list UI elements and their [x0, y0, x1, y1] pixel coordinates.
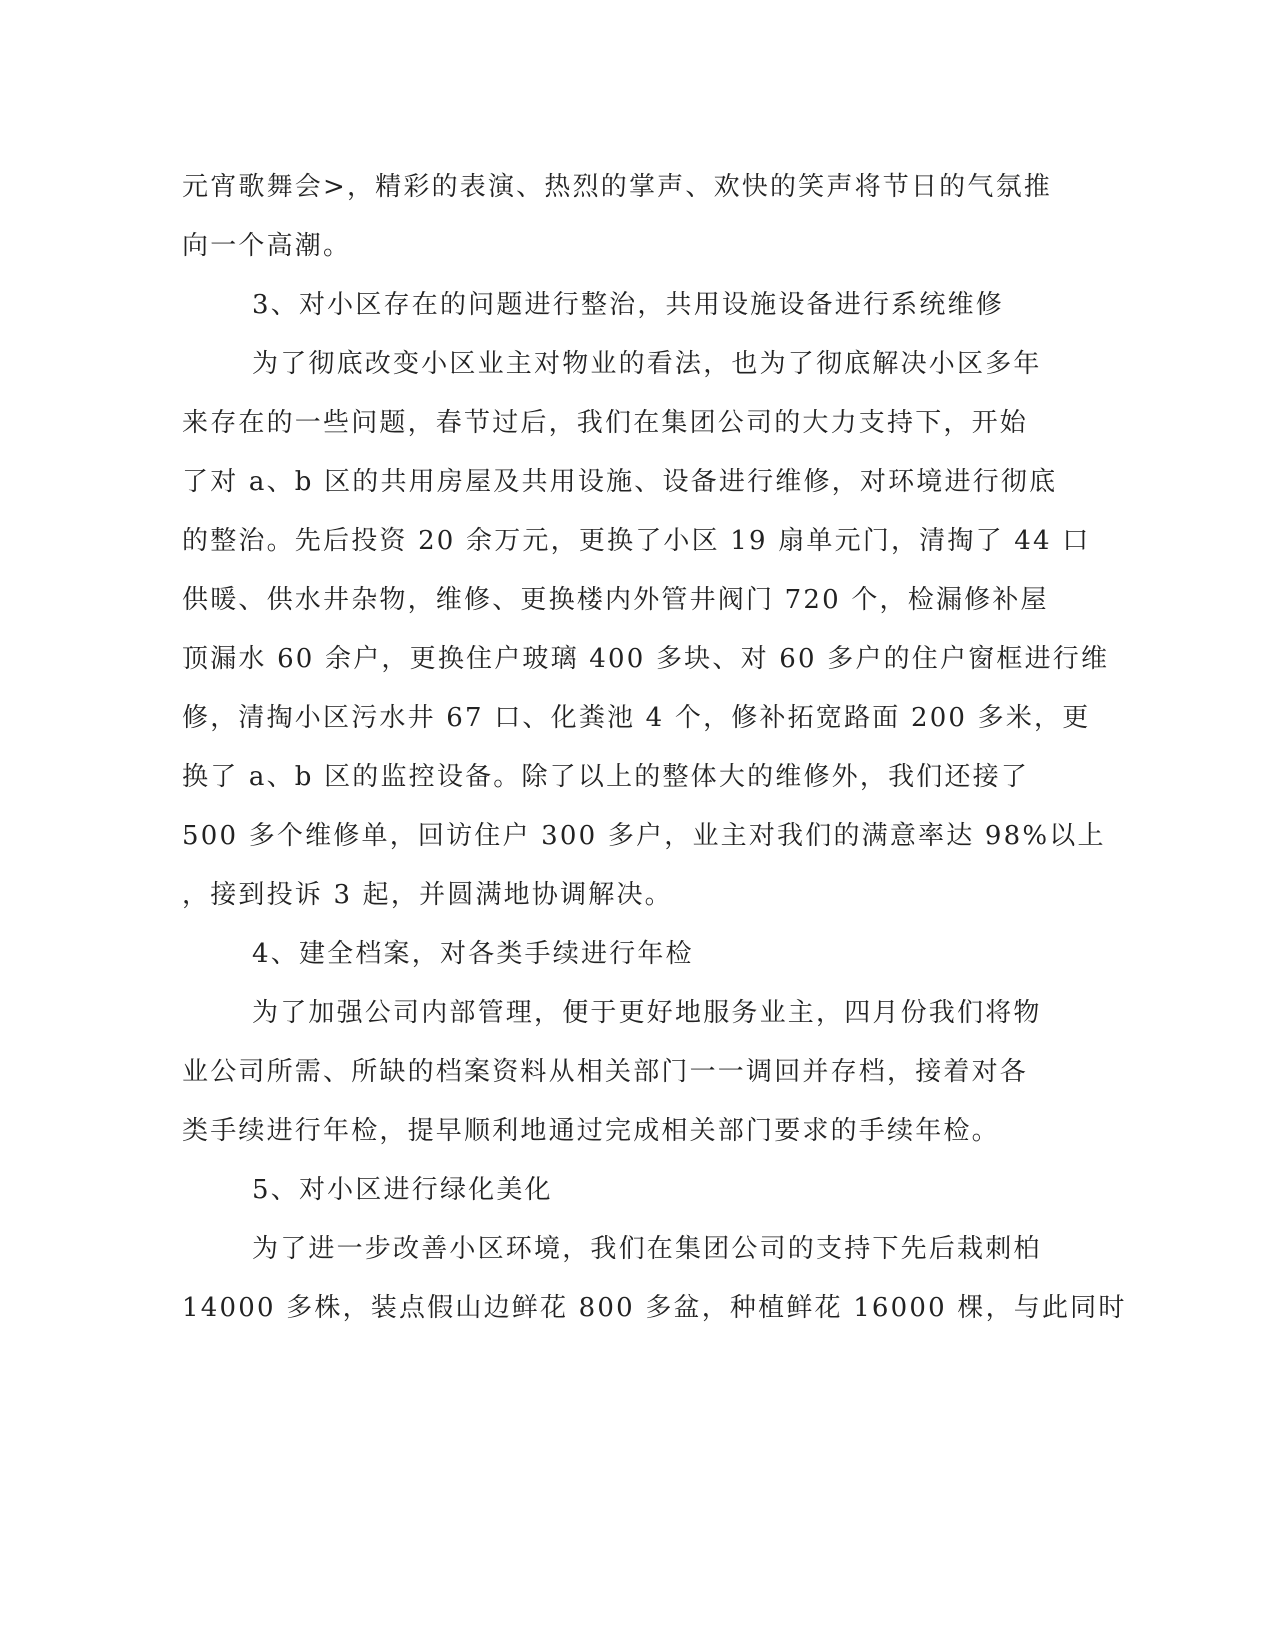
- section-heading: 3、对小区存在的问题进行整治，共用设施设备进行系统维修: [252, 290, 1004, 320]
- paragraph-first-line: 为了加强公司内部管理，便于更好地服务业主，四月份我们将物: [252, 998, 1042, 1028]
- paragraph-first-line: 为了彻底改变小区业主对物业的看法，也为了彻底解决小区多年: [252, 349, 1042, 379]
- text-line: 元宵歌舞会>，精彩的表演、热烈的掌声、欢快的笑声将节日的气氛推: [182, 172, 1052, 202]
- text-line: 类手续进行年检，提早顺利地通过完成相关部门要求的手续年检。: [182, 1116, 1000, 1146]
- text-line: 了对 a、b 区的共用房屋及共用设施、设备进行维修，对环境进行彻底: [182, 467, 1058, 497]
- text-line: ，接到投诉 3 起，并圆满地协调解决。: [182, 880, 673, 910]
- text-line: 修，清掏小区污水井 67 口、化粪池 4 个，修补拓宽路面 200 多米，更: [182, 703, 1091, 733]
- text-line: 业公司所需、所缺的档案资料从相关部门一一调回并存档，接着对各: [182, 1057, 1029, 1087]
- paragraph-first-line: 为了进一步改善小区环境，我们在集团公司的支持下先后栽刺柏: [252, 1234, 1042, 1264]
- text-line: 500 多个维修单，回访住户 300 多户，业主对我们的满意率达 98%以上: [182, 821, 1106, 851]
- section-heading: 5、对小区进行绿化美化: [252, 1175, 553, 1205]
- text-line: 顶漏水 60 余户，更换住户玻璃 400 多块、对 60 多户的住户窗框进行维: [182, 644, 1110, 674]
- text-line: 来存在的一些问题，春节过后，我们在集团公司的大力支持下，开始: [182, 408, 1029, 438]
- text-line: 向一个高潮。: [182, 231, 352, 261]
- text-line: 换了 a、b 区的监控设备。除了以上的整体大的维修外，我们还接了: [182, 762, 1030, 792]
- text-line: 的整治。先后投资 20 余万元，更换了小区 19 扇单元门，清掏了 44 口: [182, 526, 1091, 556]
- section-heading: 4、建全档案，对各类手续进行年检: [252, 939, 694, 969]
- text-line: 供暖、供水井杂物，维修、更换楼内外管井阀门 720 个，检漏修补屋: [182, 585, 1049, 615]
- text-line: 14000 多株，装点假山边鲜花 800 多盆，种植鲜花 16000 棵，与此同时: [182, 1293, 1127, 1323]
- document-body: [182, 158, 1127, 1338]
